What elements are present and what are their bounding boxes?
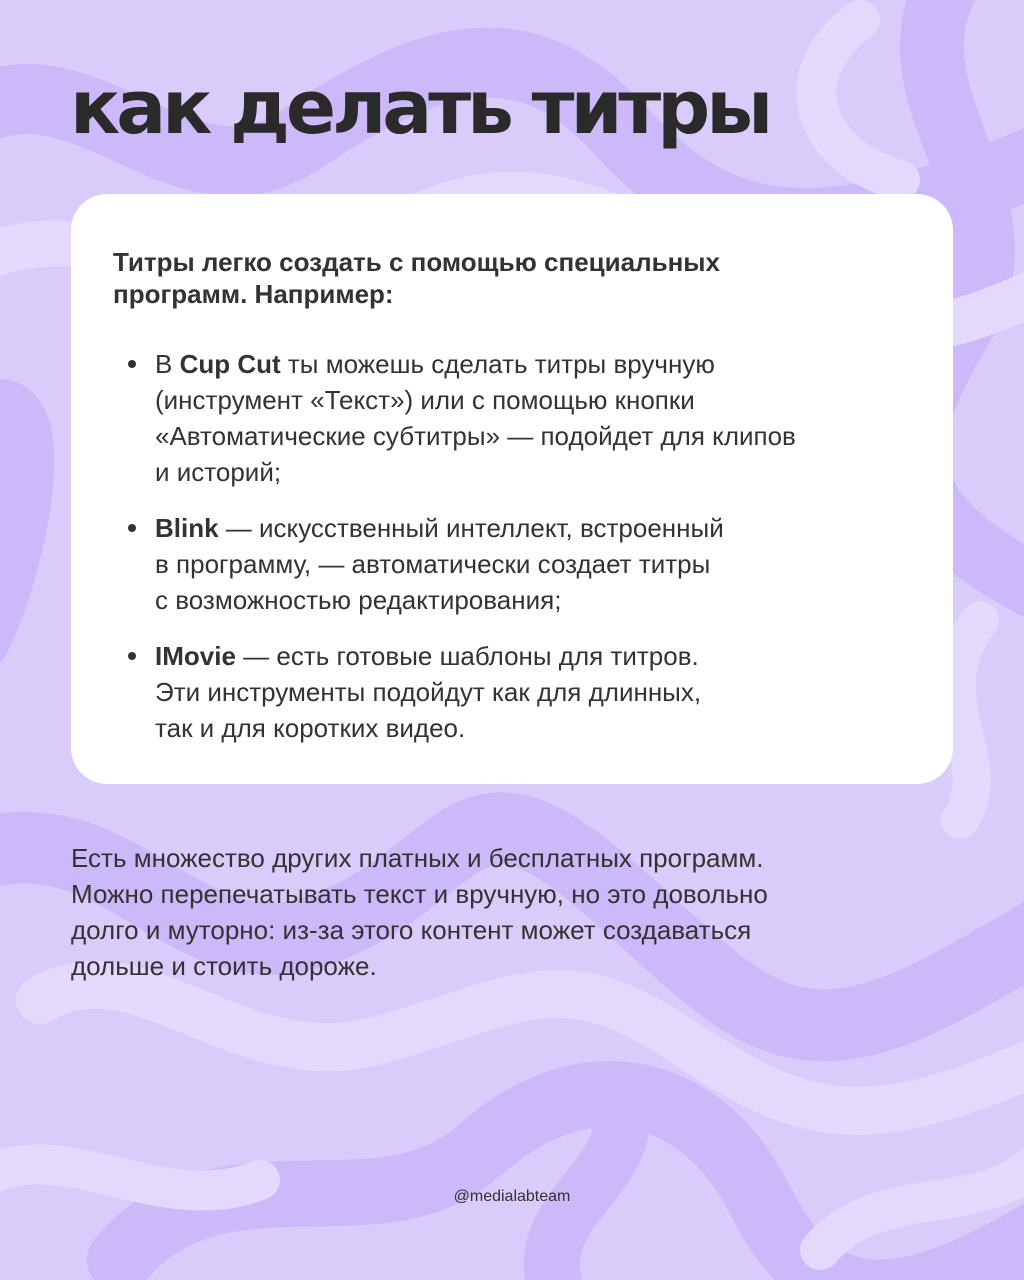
list-item-cupcut (113, 346, 913, 490)
bullet-icon (128, 652, 136, 660)
list-item-line: так и для коротких видео. (155, 713, 466, 743)
account-handle: @medialabteam (453, 1188, 571, 1205)
paragraph-line: долго и муторно: из-за этого контент может создаваться (71, 915, 752, 945)
list-item-line: и историй; (155, 457, 282, 487)
card-intro: Титры легко создать с помощью специальных программ. Например: (113, 247, 720, 309)
program-name-imovie: IMovie (155, 641, 236, 671)
list-item-line: с возможностью редактирования; (155, 585, 562, 615)
list-item-line: IMovie — есть готовые шаблоны для титров. (155, 641, 699, 671)
list-item-blink (113, 510, 913, 618)
paragraph-line: Есть множество других платных и бесплатных программ. (71, 843, 764, 873)
bullet-icon (128, 360, 136, 368)
info-card (71, 194, 953, 784)
list-item-imovie (113, 638, 913, 746)
list-item-line: (инструмент «Текст») или с помощью кнопки (155, 385, 695, 415)
program-list (113, 346, 913, 746)
paragraph-line: Можно перепечатывать текст и вручную, но это довольно (71, 879, 768, 909)
bullet-icon (128, 524, 136, 532)
paragraph-line: дольше и стоить дороже. (71, 951, 377, 981)
page-title: как делать титры (70, 65, 770, 151)
list-item-line: В Cup Cut ты можешь сделать титры вручную (155, 349, 715, 379)
program-name-cupcut: Cup Cut (179, 349, 281, 379)
list-item-line: Blink — искусственный интеллект, встроенный (155, 513, 724, 543)
bottom-paragraph (71, 840, 951, 984)
list-item-line: Эти инструменты подойдут как для длинных, (155, 677, 702, 707)
list-item-line: в программу, — автоматически создает титры (155, 549, 711, 579)
program-name-blink: Blink (155, 513, 219, 543)
list-item-line: «Автоматические субтитры» — подойдет для клипов (155, 421, 796, 451)
